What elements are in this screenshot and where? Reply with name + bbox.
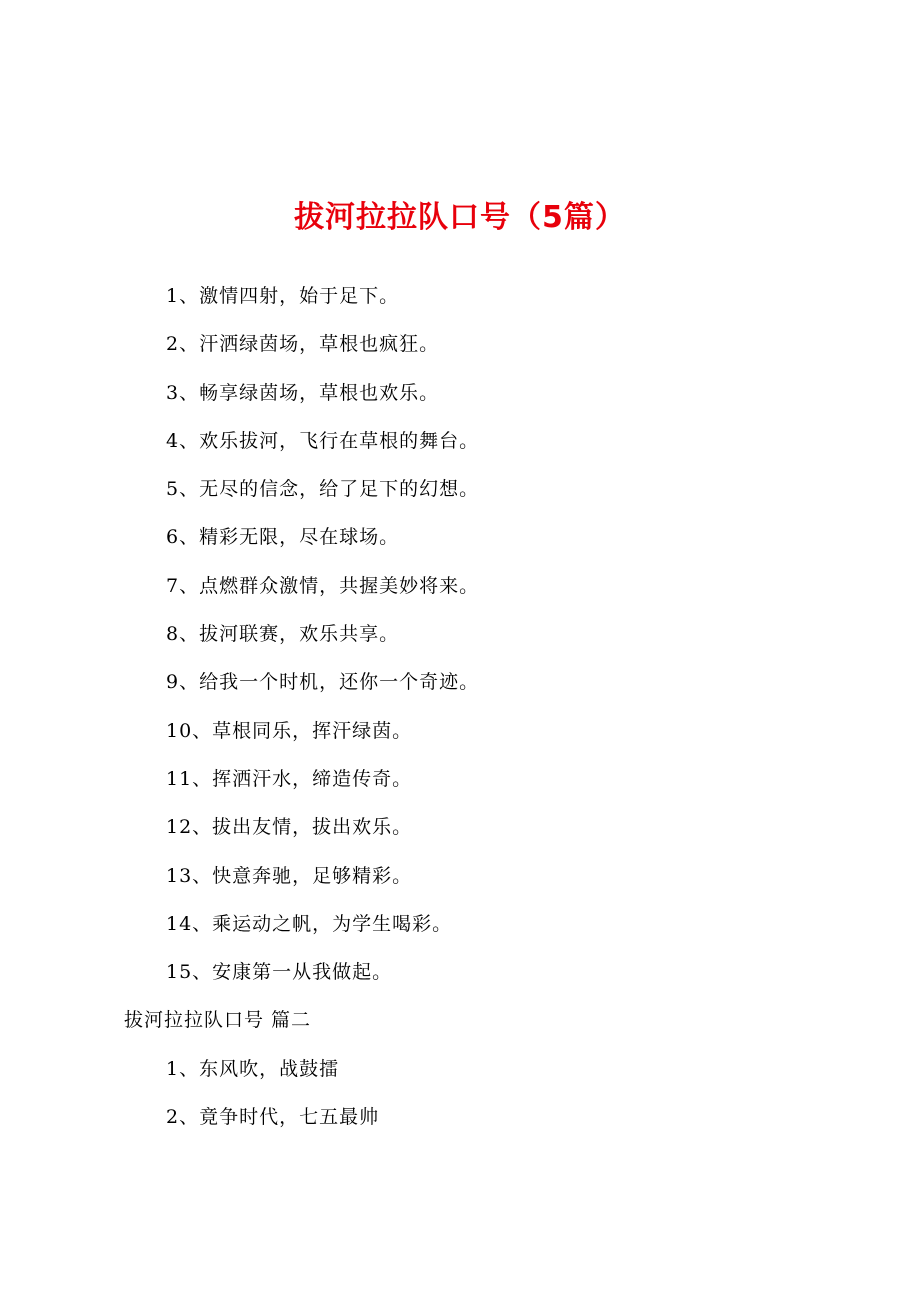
slogan-line-14: 14、乘运动之帆，为学生喝彩。 xyxy=(166,912,453,935)
slogan-line-10: 10、草根同乐，挥汗绿茵。 xyxy=(166,719,413,742)
slogan-line-6: 6、精彩无限，尽在球场。 xyxy=(166,526,400,549)
slogan-line-11: 11、挥洒汗水，缔造传奇。 xyxy=(166,767,413,790)
slogan-line-2: 2、汗洒绿茵场，草根也疯狂。 xyxy=(166,333,440,356)
slogan-line-7: 7、点燃群众激情，共握美妙将来。 xyxy=(166,574,480,597)
slogan-line-5: 5、无尽的信念，给了足下的幻想。 xyxy=(166,478,480,501)
slogan-line-1: 1、激情四射，始于足下。 xyxy=(166,285,400,307)
section-heading: 拔河拉拉队口号 篇二 xyxy=(124,1009,312,1032)
page-title: 拔河拉拉队口号（5篇） xyxy=(294,200,626,235)
slogan-list xyxy=(0,272,920,1141)
slogan-line-12: 12、拔出友情，拔出欢乐。 xyxy=(166,816,413,839)
slogan-line-15: 15、安康第一从我做起。 xyxy=(166,961,393,984)
slogan-line-9: 9、给我一个时机，还你一个奇迹。 xyxy=(166,671,480,694)
slogan-line-4: 4、欢乐拔河，飞行在草根的舞台。 xyxy=(166,429,480,452)
section-two-line-1: 1、东风吹，战鼓擂 xyxy=(166,1057,340,1080)
slogan-line-3: 3、畅享绿茵场，草根也欢乐。 xyxy=(166,381,440,404)
slogan-line-13: 13、快意奔驰，足够精彩。 xyxy=(166,864,413,887)
section-two-line-2: 2、竟争时代，七五最帅 xyxy=(166,1106,380,1129)
slogan-line-8: 8、拔河联赛，欢乐共享。 xyxy=(166,623,400,646)
